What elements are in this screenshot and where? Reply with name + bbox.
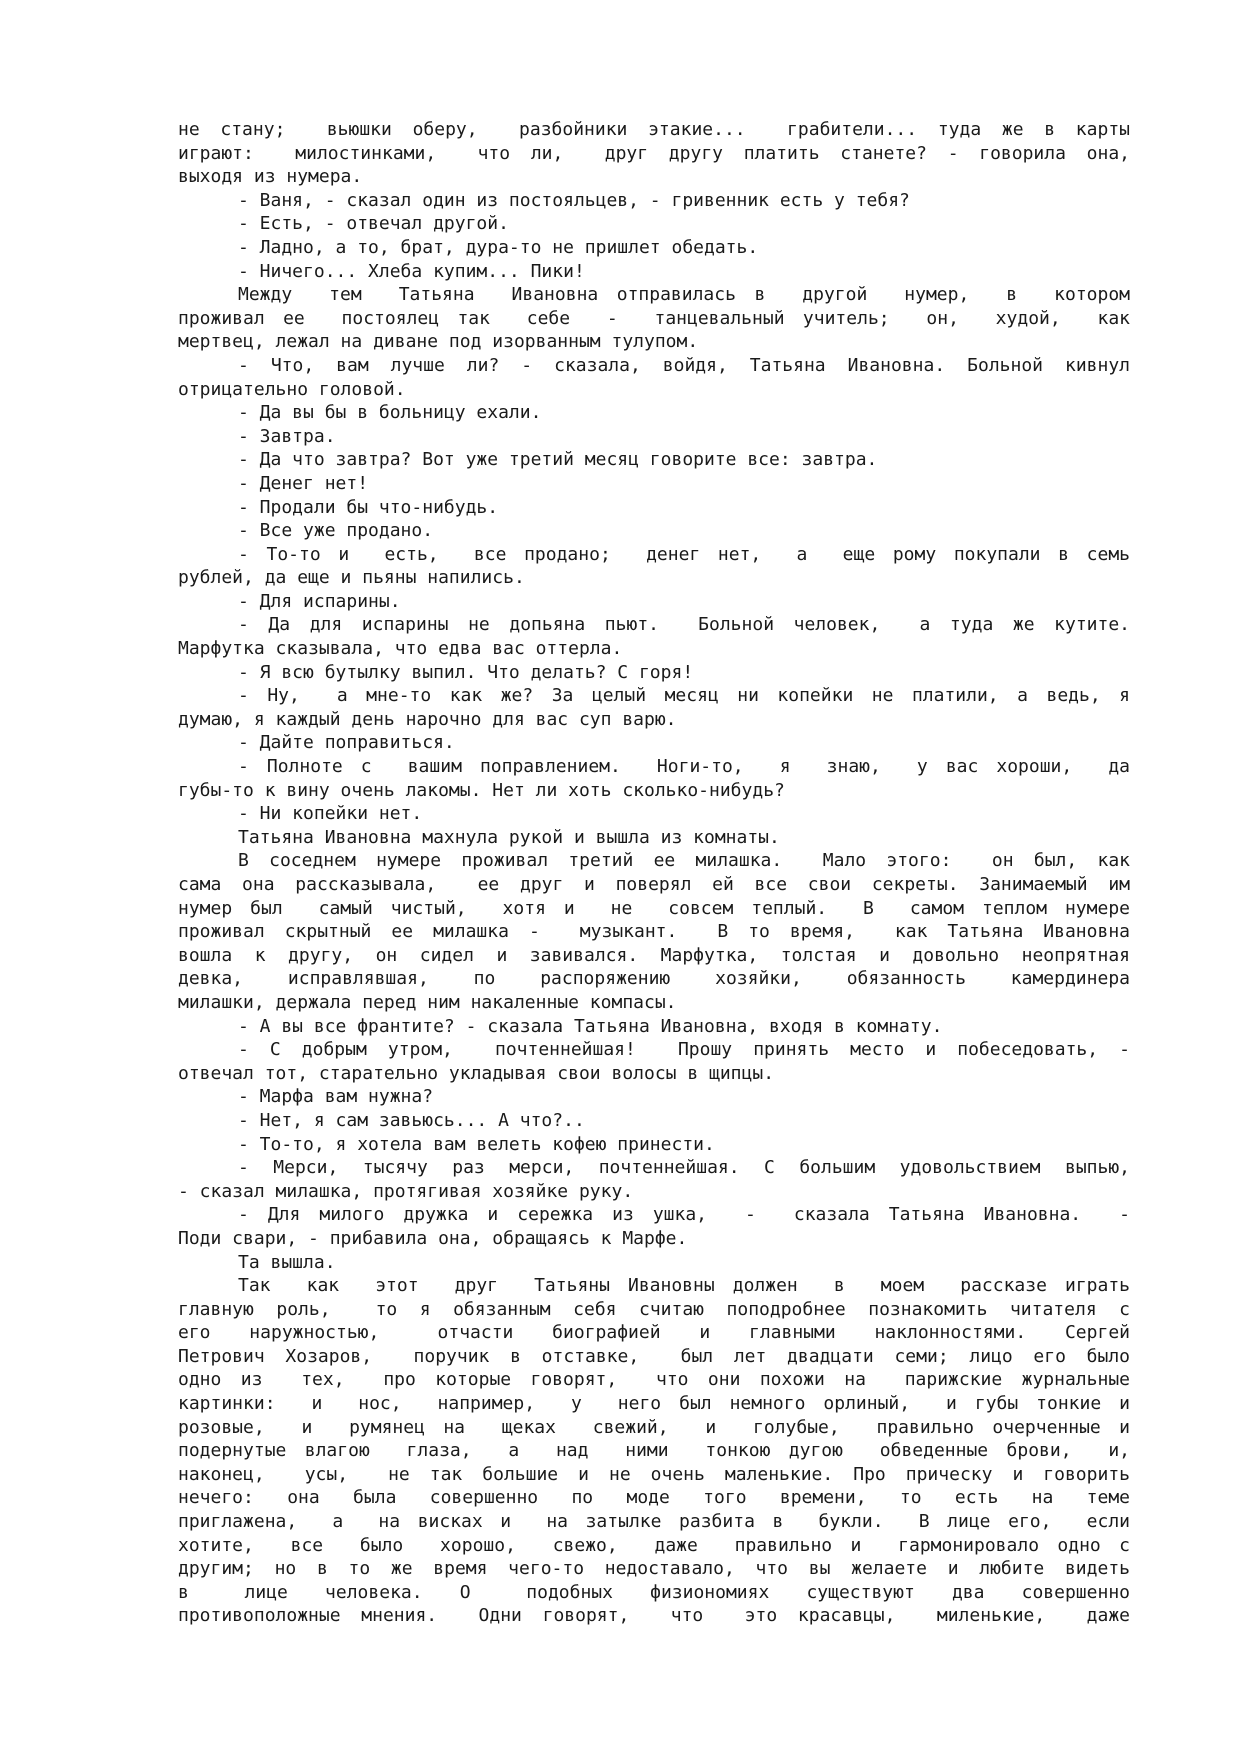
text-line: одно из тех, про которые говорят, что они похожи на парижские журнальные [178, 1369, 1130, 1391]
text-line: - То-то, я хотела вам велеть кофею принести. [238, 1133, 715, 1155]
text-line: - Продали бы что-нибудь. [238, 496, 499, 518]
text-line: губы-то к вину очень лакомы. Нет ли хоть сколько-нибудь? [178, 779, 785, 801]
text-line: - Завтра. [238, 425, 336, 447]
text-line: Марфутка сказывала, что едва вас оттерла. [178, 638, 623, 660]
text-line: проживал скрытный ее милашка - музыкант. В то время, как Татьяна Ивановна [178, 921, 1130, 943]
text-line: - Ваня, - сказал один из постояльцев, - гривенник есть у тебя? [238, 189, 910, 211]
text-line: - Да вы бы в больницу ехали. [238, 402, 542, 424]
text-line: Та вышла. [238, 1251, 336, 1273]
text-line: - С добрым утром, почтеннейшая! Прошу принять место и побеседовать, - [238, 1039, 1130, 1061]
text-line: - А вы все франтите? - сказала Татьяна Ивановна, входя в комнату. [238, 1015, 943, 1037]
text-line: приглажена, а на висках и на затылке разбита в букли. В лице его, если [178, 1511, 1130, 1533]
text-line: - Для испарины. [238, 590, 401, 612]
text-line: - Да для испарины не допьяна пьют. Больной человек, а туда же кутите. [238, 614, 1130, 636]
text-line: розовые, и румянец на щеках свежий, и голубые, правильно очерченные и [178, 1416, 1130, 1438]
text-line: картинки: и нос, например, у него был немного орлиный, и губы тонкие и [178, 1393, 1130, 1415]
text-line: - Для милого дружка и сережка из ушка, - сказала Татьяна Ивановна. - [238, 1204, 1130, 1226]
text-line: - То-то и есть, все продано; денег нет, а еще рому покупали в семь [238, 543, 1130, 565]
text-line: - Я всю бутылку выпил. Что делать? С горя! [238, 661, 694, 683]
text-line: В соседнем нумере проживал третий ее милашка. Мало этого: он был, как [238, 850, 1130, 872]
text-line: - Марфа вам нужна? [238, 1086, 434, 1108]
text-line: хотите, все было хорошо, свежо, даже правильно и гармонировало одно с [178, 1534, 1130, 1556]
text-line: Так как этот друг Татьяны Ивановны должен в моем рассказе играть [238, 1275, 1130, 1297]
text-line: нумер был самый чистый, хотя и не совсем теплый. В самом теплом нумере [178, 897, 1130, 919]
text-line: Поди свари, - прибавила она, обращаясь к Марфе. [178, 1227, 688, 1249]
text-line: - Дайте поправиться. [238, 732, 455, 754]
text-line: - Ничего... Хлеба купим... Пики! [238, 260, 585, 282]
text-line: вошла к другу, он сидел и завивался. Марфутка, толстая и довольно неопрятная [178, 944, 1130, 966]
text-line: подернутые влагою глаза, а над ними тонкою дугою обведенные брови, и, [178, 1440, 1130, 1462]
text-line: думаю, я каждый день нарочно для вас суп варю. [178, 708, 677, 730]
text-line: - Да что завтра? Вот уже третий месяц говорите все: завтра. [238, 449, 878, 471]
text-line: проживал ее постоялец так себе - танцевальный учитель; он, худой, как [178, 307, 1130, 329]
text-line: рублей, да еще и пьяны напились. [178, 567, 525, 589]
text-line: в лице человека. О подобных физиономиях существуют два совершенно [178, 1581, 1130, 1603]
text-line: главную роль, то я обязанным себя считаю поподробнее познакомить читателя с [178, 1298, 1130, 1320]
text-line: - Денег нет! [238, 472, 369, 494]
text-line: играют: милостинками, что ли, друг другу платить станете? - говорила она, [178, 142, 1130, 164]
text-line: - Ладно, а то, брат, дура-то не пришлет обедать. [238, 236, 759, 258]
text-line: - Ну, а мне-то как же? За целый месяц ни копейки не платили, а ведь, я [238, 685, 1130, 707]
text-line: нечего: она была совершенно по моде того времени, то есть на теме [178, 1487, 1130, 1509]
text-line: мертвец, лежал на диване под изорванным тулупом. [178, 331, 699, 353]
text-line: другим; но в то же время чего-то недоставало, что вы желаете и любите видеть [178, 1558, 1130, 1580]
text-line: сама она рассказывала, ее друг и поверял ей все свои секреты. Занимаемый им [178, 874, 1130, 895]
document-text [178, 118, 1130, 1628]
text-line: Петрович Хозаров, поручик в отставке, был лет двадцати семи; лицо его было [178, 1345, 1130, 1367]
text-line: выходя из нумера. [178, 166, 363, 188]
text-line: - Есть, - отвечал другой. [238, 213, 509, 235]
text-line: отвечал тот, старательно укладывая свои волосы в щипцы. [178, 1062, 775, 1084]
text-line: Между тем Татьяна Ивановна отправилась в другой нумер, в котором [238, 284, 1130, 306]
text-line: - Все уже продано. [238, 520, 434, 542]
text-line: не стану; вьюшки оберу, разбойники этакие... грабители... туда же в карты [178, 119, 1130, 140]
text-line: Татьяна Ивановна махнула рукой и вышла из комнаты. [238, 826, 780, 848]
text-line: - Полноте с вашим поправлением. Ноги-то, я знаю, у вас хороши, да [238, 756, 1130, 778]
text-line: отрицательно головой. [178, 378, 406, 400]
text-line: его наружностью, отчасти биографией и главными наклонностями. Сергей [178, 1322, 1130, 1344]
text-line: - Что, вам лучше ли? - сказала, войдя, Татьяна Ивановна. Больной кивнул [238, 354, 1130, 376]
text-line: - Нет, я сам завьюсь... А что?.. [238, 1109, 585, 1131]
text-line: противоположные мнения. Одни говорят, что это красавцы, миленькие, даже [178, 1605, 1130, 1627]
text-line: милашки, держала перед ним накаленные компасы. [178, 991, 677, 1013]
text-line: - Ни копейки нет. [238, 803, 423, 825]
text-line: - сказал милашка, протягивая хозяйке руку. [178, 1180, 634, 1202]
text-line: - Мерси, тысячу раз мерси, почтеннейшая. С большим удовольствием выпью, [238, 1157, 1130, 1179]
text-line: наконец, усы, не так большие и не очень маленькие. Про прическу и говорить [178, 1463, 1130, 1485]
text-line: девка, исправлявшая, по распоряжению хозяйки, обязанность камердинера [178, 968, 1130, 990]
